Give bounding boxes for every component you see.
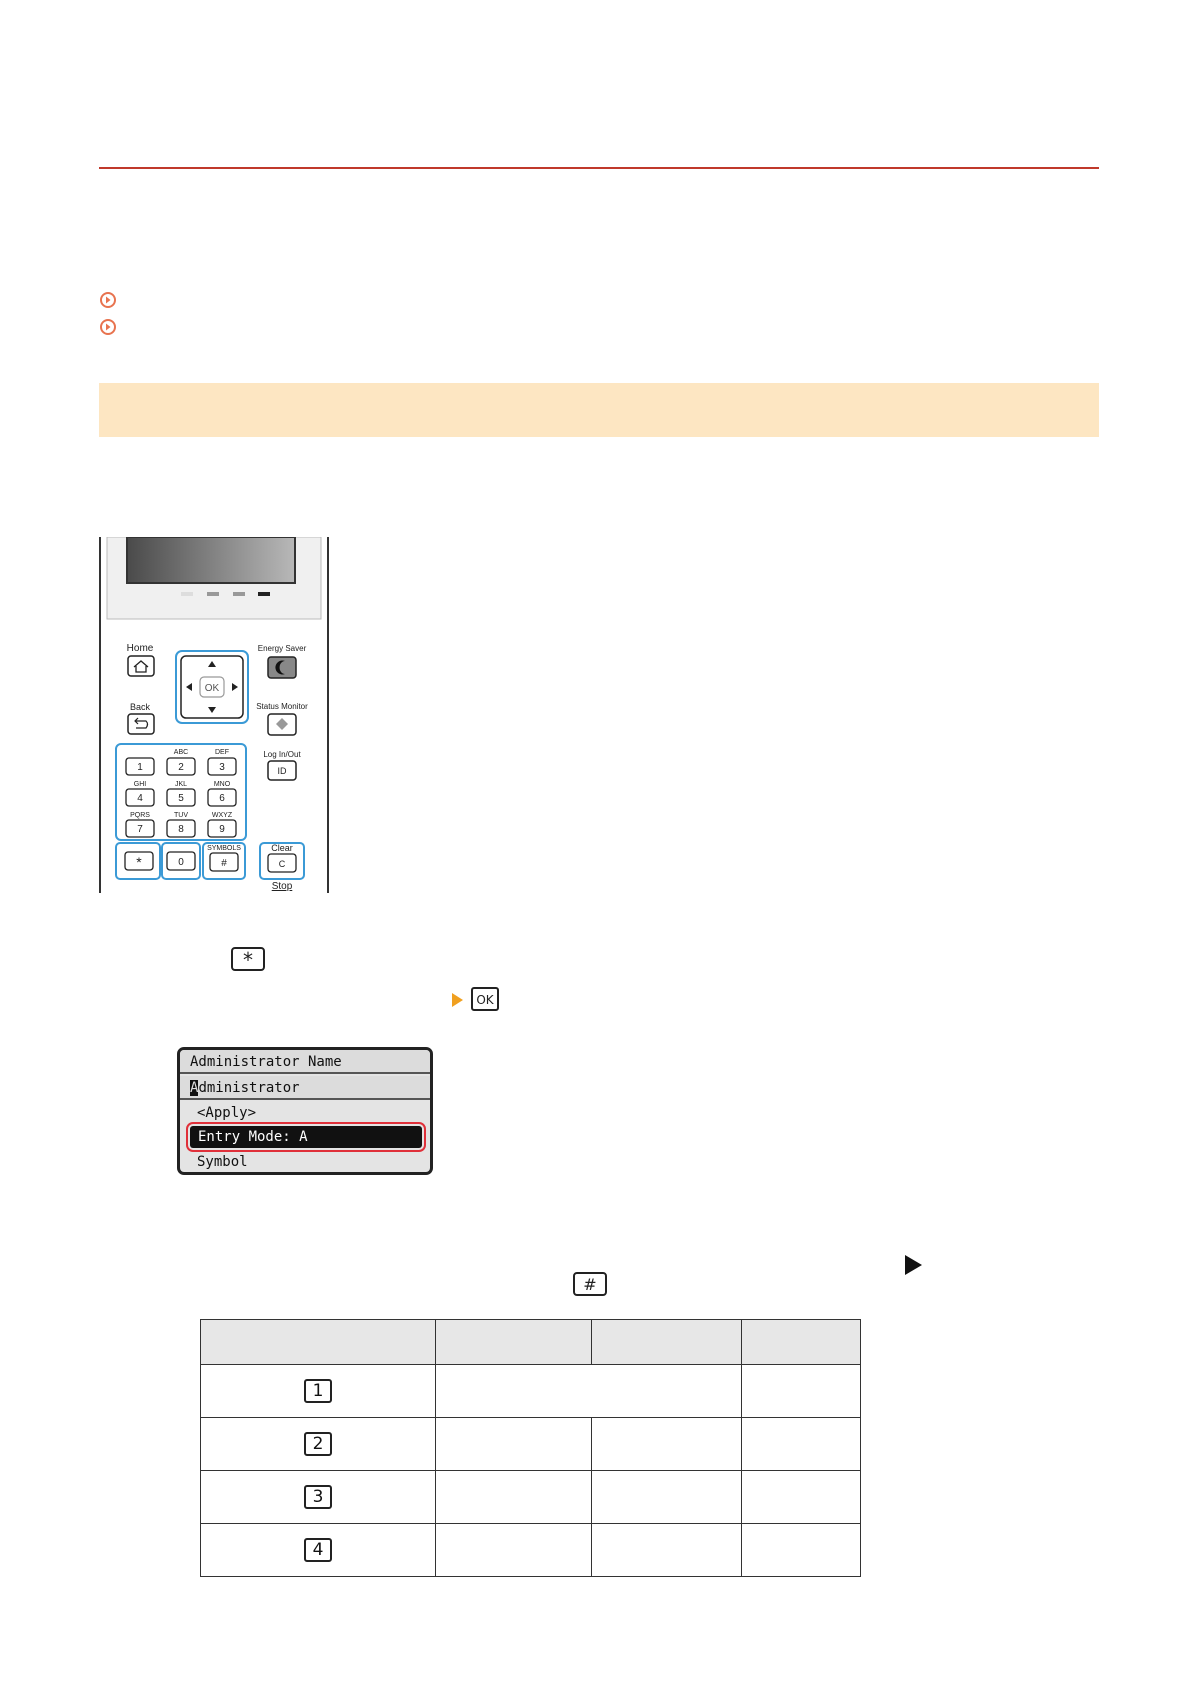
svg-text:SYMBOLS: SYMBOLS — [207, 845, 241, 852]
svg-text:ABC: ABC — [173, 749, 189, 756]
table-cell — [436, 1471, 592, 1524]
table-cell — [436, 1365, 742, 1418]
key-cell — [201, 1471, 436, 1524]
link-item-2[interactable] — [100, 319, 116, 335]
character-table — [200, 1319, 861, 1577]
key-cell — [201, 1365, 436, 1418]
svg-text:JKL: JKL — [174, 781, 188, 788]
circle-arrow-icon — [100, 292, 116, 308]
svg-text:TUV: TUV — [174, 812, 188, 819]
link-item-1[interactable] — [100, 292, 116, 308]
table-cell — [742, 1524, 861, 1577]
key-3-icon: 3 — [304, 1485, 332, 1509]
table-cell — [592, 1524, 742, 1577]
svg-text:Energy Saver: Energy Saver — [257, 644, 307, 653]
step-arrow-icon — [452, 993, 463, 1007]
svg-text:PQRS: PQRS — [130, 812, 150, 819]
svg-text:7: 7 — [137, 824, 143, 835]
key-2-icon: 2 — [304, 1432, 332, 1456]
triangle-right-icon — [905, 1255, 922, 1275]
table-cell — [742, 1365, 861, 1418]
title-rule — [99, 167, 1099, 169]
lcd-title: Administrator Name — [180, 1050, 430, 1074]
lcd-cursor: A — [190, 1080, 199, 1096]
svg-text:#: # — [583, 1275, 597, 1294]
key-cell — [201, 1524, 436, 1577]
svg-text:ID: ID — [277, 766, 287, 776]
table-cell — [592, 1418, 742, 1471]
table-header-cell — [201, 1320, 436, 1365]
svg-text:WXYZ: WXYZ — [211, 812, 233, 819]
circle-arrow-icon — [100, 319, 116, 335]
table-row — [201, 1418, 861, 1471]
lcd-apply-item[interactable]: <Apply> — [197, 1105, 257, 1121]
svg-text:5: 5 — [178, 793, 184, 804]
svg-text:3: 3 — [219, 762, 225, 773]
table-header-row — [201, 1320, 861, 1365]
lcd-text-input[interactable] — [180, 1076, 430, 1100]
table-row — [201, 1365, 861, 1418]
svg-text:OK: OK — [204, 683, 220, 694]
svg-text:Log In/Out: Log In/Out — [263, 750, 301, 759]
svg-text:#: # — [221, 858, 227, 869]
star-key-icon — [231, 947, 265, 971]
svg-text:9: 9 — [219, 824, 225, 835]
svg-text:Back: Back — [129, 702, 151, 712]
table-header-cell — [592, 1320, 742, 1365]
lcd-entry-mode-item[interactable]: Entry Mode: A — [190, 1126, 422, 1148]
home-button — [128, 656, 154, 676]
svg-text:Clear: Clear — [271, 843, 293, 853]
key-cell — [201, 1418, 436, 1471]
section-banner — [99, 383, 1099, 437]
table-cell — [436, 1418, 592, 1471]
table-header-cell — [436, 1320, 592, 1365]
keypad — [126, 749, 236, 837]
table-row — [201, 1471, 861, 1524]
svg-text:OK: OK — [476, 993, 494, 1007]
table-row — [201, 1524, 861, 1577]
table-cell — [742, 1418, 861, 1471]
svg-text:0: 0 — [178, 857, 184, 868]
svg-text:GHI: GHI — [133, 781, 147, 788]
svg-text:2: 2 — [178, 762, 184, 773]
svg-text:4: 4 — [137, 793, 143, 804]
svg-text:MNO: MNO — [213, 781, 231, 788]
svg-text:*: * — [136, 854, 142, 870]
svg-text:Stop: Stop — [271, 881, 293, 892]
svg-text:6: 6 — [219, 793, 225, 804]
control-panel-illustration — [99, 537, 329, 893]
svg-text:8: 8 — [178, 824, 184, 835]
svg-text:Home: Home — [126, 643, 154, 654]
ok-key-icon — [471, 987, 499, 1011]
svg-text:C: C — [278, 859, 286, 869]
energy-saver-button — [268, 657, 296, 678]
key-4-icon: 4 — [304, 1538, 332, 1562]
table-header-cell — [742, 1320, 861, 1365]
svg-text:1: 1 — [137, 762, 143, 773]
back-button — [128, 714, 154, 734]
lcd-input-text: dministrator — [198, 1080, 300, 1096]
table-cell — [436, 1524, 592, 1577]
svg-text:*: * — [243, 948, 253, 971]
panel-screen — [127, 537, 295, 583]
table-cell — [742, 1471, 861, 1524]
table-cell — [592, 1471, 742, 1524]
svg-text:Status Monitor: Status Monitor — [256, 702, 308, 711]
hash-key-icon — [573, 1272, 607, 1296]
lcd-symbol-item[interactable]: Symbol — [197, 1154, 248, 1170]
svg-text:DEF: DEF — [215, 749, 229, 756]
lcd-screen — [177, 1047, 433, 1175]
key-1-icon: 1 — [304, 1379, 332, 1403]
